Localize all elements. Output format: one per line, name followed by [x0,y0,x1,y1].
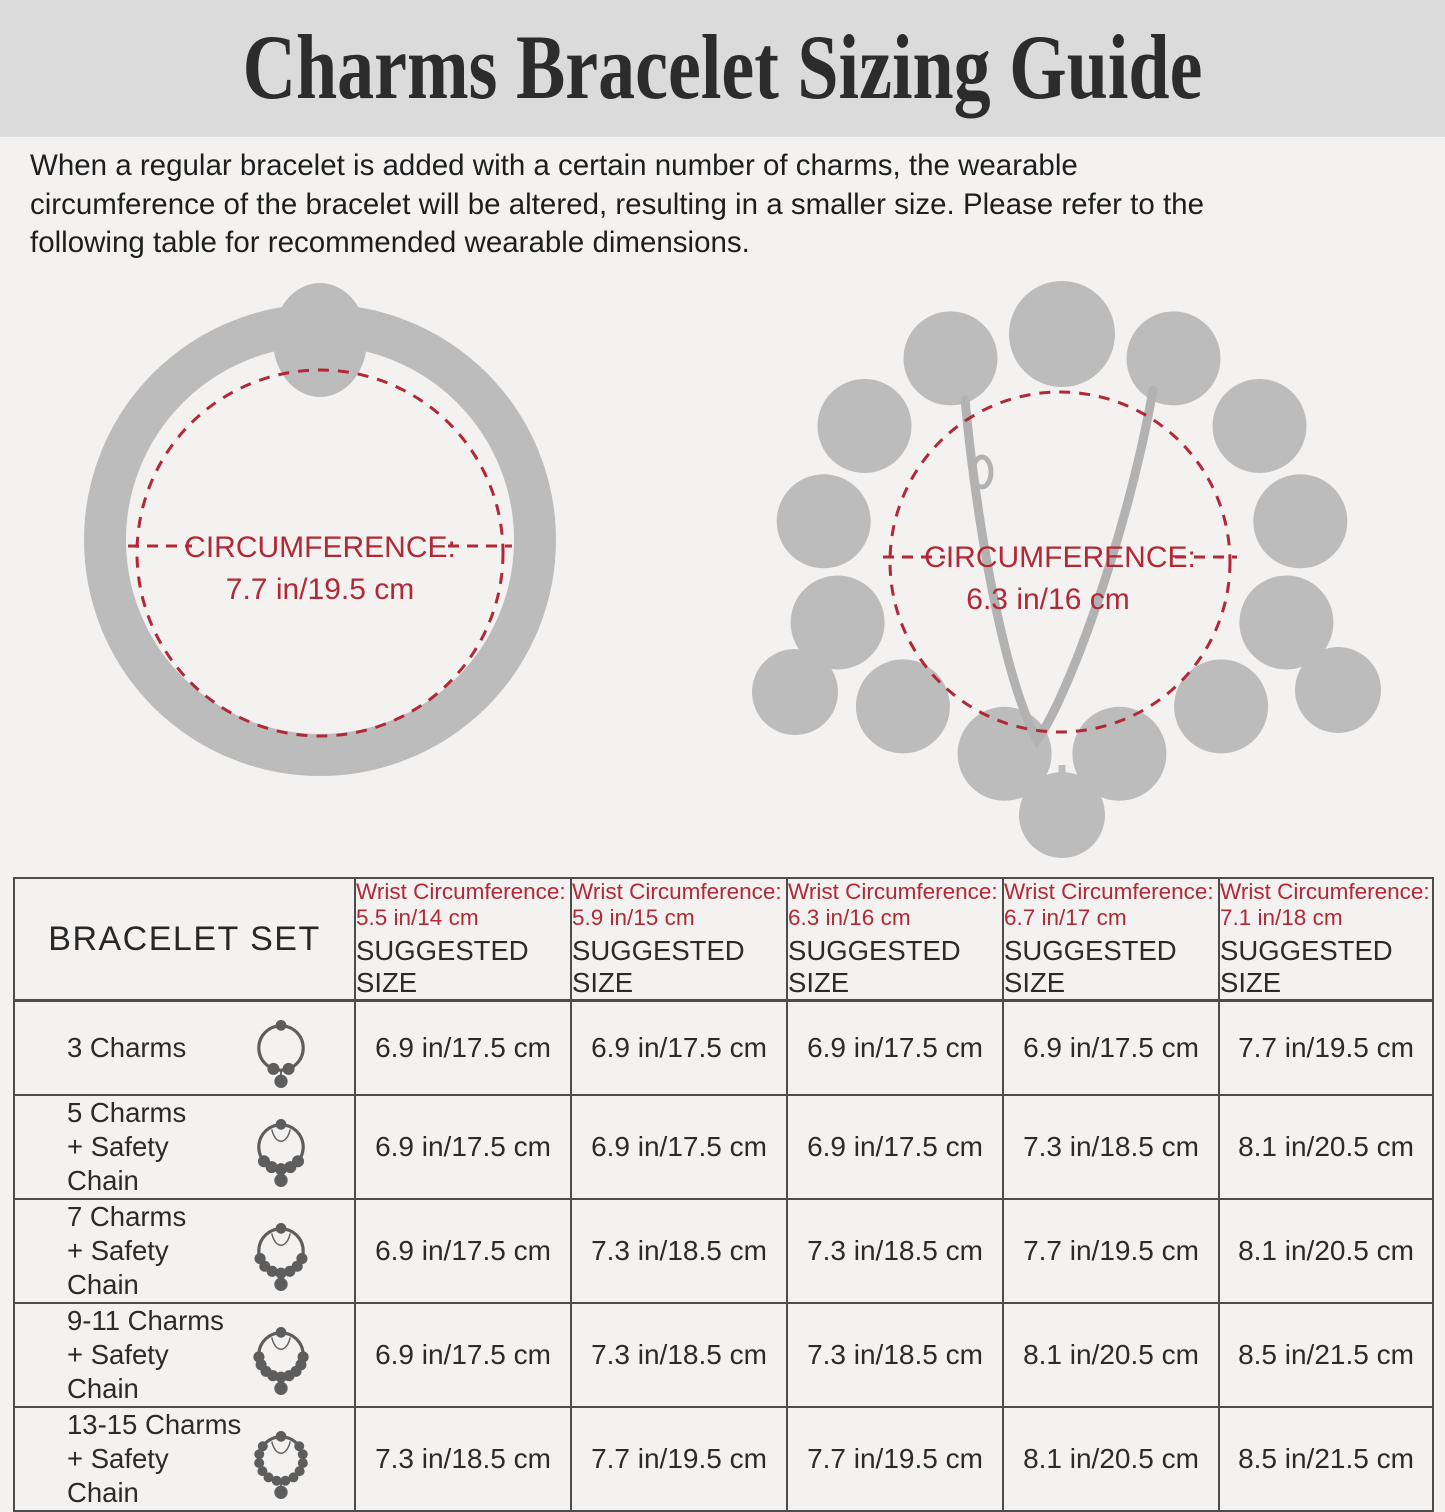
wrist-label: Wrist Circumference: [788,879,998,904]
bracelet-set-header: BRACELET SET [14,878,355,1001]
wrist-value: 5.9 in/15 cm [572,905,695,930]
row-label: 5 Charms + Safety Chain [67,1097,187,1196]
column-header-5 [1219,878,1433,1001]
suggested-size-label: SUGGESTED SIZE [788,935,961,998]
size-cell: 8.1 in/20.5 cm [1003,1407,1219,1511]
wrist-value: 7.1 in/18 cm [1220,905,1343,930]
wrist-value: 6.7 in/17 cm [1004,905,1127,930]
size-cell: 6.9 in/17.5 cm [1003,1001,1219,1096]
row-label-cell [14,1303,355,1407]
clasp-bead [273,283,367,397]
wrist-value: 5.5 in/14 cm [356,905,479,930]
size-cell: 7.3 in/18.5 cm [787,1199,1003,1303]
size-cell: 7.3 in/18.5 cm [355,1407,571,1511]
suggested-size-label: SUGGESTED SIZE [572,935,745,998]
row-label: 9-11 Charms + Safety Chain [67,1305,224,1404]
bracelet-13-15-charms-safety-chain-icon [244,1415,318,1503]
suggested-size-label: SUGGESTED SIZE [1220,935,1393,998]
row-label-cell [14,1095,355,1199]
size-cell: 8.1 in/20.5 cm [1219,1199,1433,1303]
size-cell: 7.3 in/18.5 cm [1003,1095,1219,1199]
dangling-charm-right [1295,647,1381,733]
size-cell: 8.5 in/21.5 cm [1219,1303,1433,1407]
size-cell: 6.9 in/17.5 cm [355,1303,571,1407]
intro-line-1: When a regular bracelet is added with a certain number of charms, the wearable [30,149,1078,182]
row-label: 7 Charms + Safety Chain [67,1201,187,1300]
size-cell: 8.1 in/20.5 cm [1219,1095,1433,1199]
intro-line-2: circumference of the bracelet will be altered, resulting in a smaller size. Please refer to the [30,187,1204,221]
table-row [14,1095,1433,1199]
size-cell: 6.9 in/17.5 cm [355,1095,571,1199]
column-header-3 [787,878,1003,1001]
size-cell: 7.3 in/18.5 cm [571,1199,787,1303]
plain-bracelet-figure [20,285,640,870]
size-cell: 7.7 in/19.5 cm [571,1407,787,1511]
charm-bracelet-figure [715,275,1430,870]
circumference-value: 6.3 in/16 cm [966,583,1130,616]
page-title: Charms Bracelet Sizing Guide [242,16,1203,120]
column-header-4 [1003,878,1219,1001]
wrist-label: Wrist Circumference: [572,879,782,904]
intro-text [30,147,1425,263]
intro-line-3: following table for recommended wearable dimensions. [30,226,750,259]
table-row [14,1303,1433,1407]
size-cell: 6.9 in/17.5 cm [787,1001,1003,1096]
wrist-label: Wrist Circumference: [1004,879,1214,904]
table-header-row [14,878,1433,1001]
size-cell: 6.9 in/17.5 cm [571,1095,787,1199]
row-label: 13-15 Charms + Safety Chain [67,1409,242,1508]
bracelet-7-charms-safety-chain-icon [244,1207,318,1295]
bracelet-9-11-charms-safety-chain-icon [244,1311,318,1399]
column-header-2 [571,878,787,1001]
size-cell: 7.7 in/19.5 cm [1219,1001,1433,1096]
circumference-value: 7.7 in/19.5 cm [225,573,415,606]
row-label: 3 Charms [67,1032,187,1063]
circumference-label: CIRCUMFERENCE: [924,541,1196,574]
size-cell: 8.5 in/21.5 cm [1219,1407,1433,1511]
dangling-charm-left [752,649,838,735]
wrist-value: 6.3 in/16 cm [788,905,911,930]
dangling-charm-bottom [1019,772,1105,858]
sizing-table [13,877,1434,1512]
row-label-cell [14,1001,355,1096]
size-cell: 6.9 in/17.5 cm [355,1001,571,1096]
column-header-1 [355,878,571,1001]
size-cell: 7.3 in/18.5 cm [787,1303,1003,1407]
size-cell: 8.1 in/20.5 cm [1003,1303,1219,1407]
page-header [0,0,1445,137]
row-label-cell [14,1407,355,1511]
row-label-cell [14,1199,355,1303]
wrist-label: Wrist Circumference: [356,879,566,904]
suggested-size-label: SUGGESTED SIZE [356,935,529,998]
size-cell: 6.9 in/17.5 cm [355,1199,571,1303]
bracelet-5-charms-safety-chain-icon [244,1103,318,1191]
suggested-size-label: SUGGESTED SIZE [1004,935,1177,998]
size-cell: 6.9 in/17.5 cm [571,1001,787,1096]
bracelet-3-charms-icon [244,1004,318,1092]
size-cell: 7.7 in/19.5 cm [787,1407,1003,1511]
size-cell: 6.9 in/17.5 cm [787,1095,1003,1199]
table-row [14,1199,1433,1303]
size-cell: 7.7 in/19.5 cm [1003,1199,1219,1303]
size-cell: 7.3 in/18.5 cm [571,1303,787,1407]
table-row [14,1001,1433,1096]
wrist-label: Wrist Circumference: [1220,879,1430,904]
table-row [14,1407,1433,1511]
circumference-label: CIRCUMFERENCE: [184,531,456,564]
